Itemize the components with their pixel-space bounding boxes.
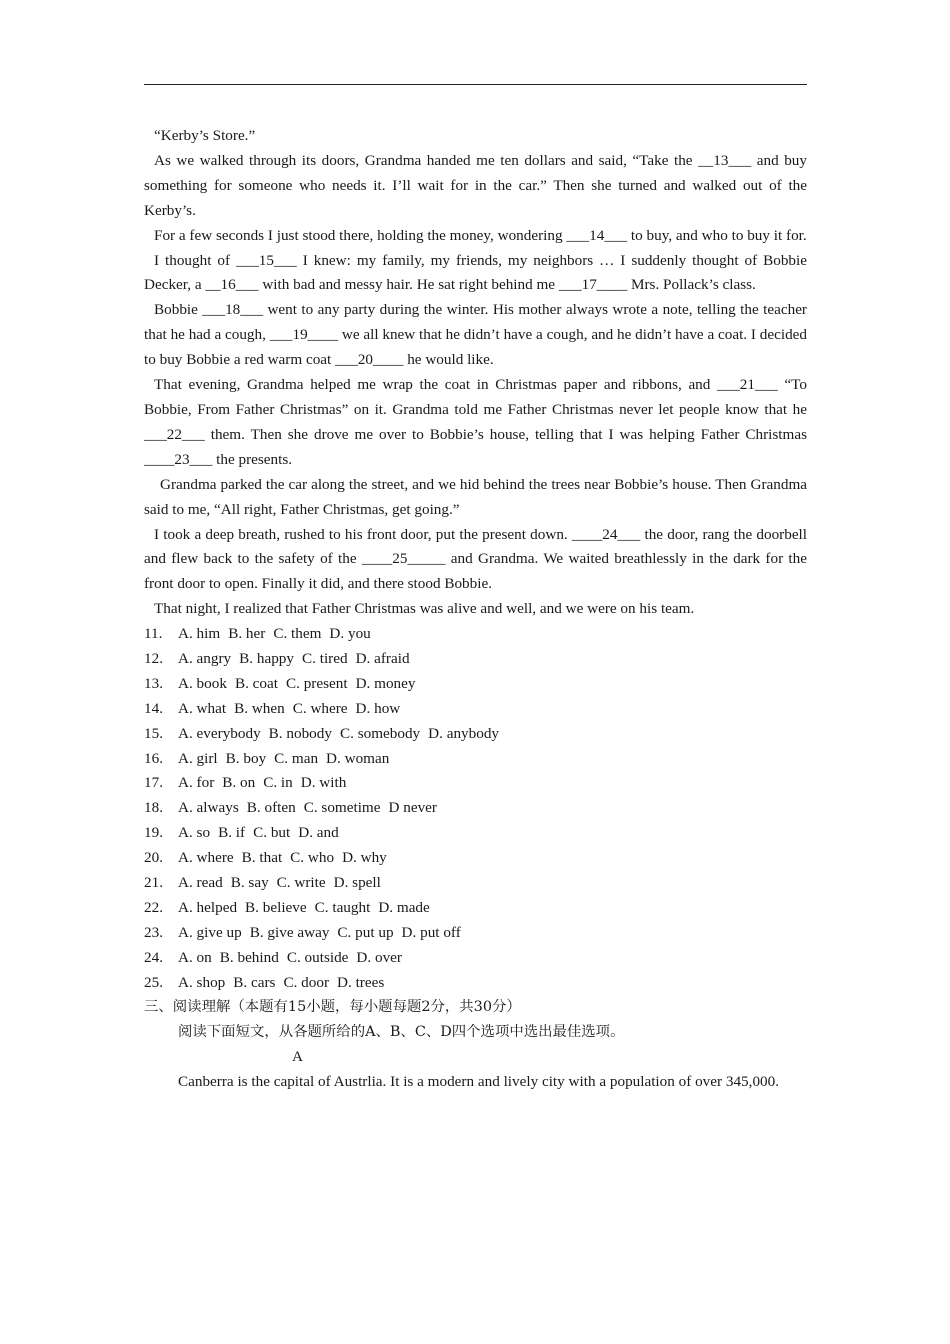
paragraph-1: As we walked through its doors, Grandma handed me ten dollars and said, “Take the __13___ and buy something for someone who needs it. I’ll wait for in the car.” Then she turned and walked out of the Kerby’s. <box>144 151 807 219</box>
question-item: 16. A. girl B. boy C. man D. woman <box>144 749 390 767</box>
question-item: 15. A. everybody B. nobody C. somebody D. anybody <box>144 724 500 742</box>
question-list <box>144 622 807 995</box>
question-item: 17. A. for B. on C. in D. with <box>144 774 347 792</box>
passage-paragraph: Canberra is the capital of Austrlia. It is a modern and lively city with a population of over 345,000. <box>178 1073 780 1091</box>
question-item: 19. A. so B. if C. but D. and <box>144 824 339 842</box>
section-title: 三、阅读理解（本题有15小题，每小题每题2分，共30分） <box>144 999 521 1016</box>
question-item: 13. A. book B. coat C. present D. money <box>144 674 416 692</box>
paragraph-6: Grandma parked the car along the street, and we hid behind the trees near Bobbie’s house. Then Grandma said to me, “All right, Father Christmas, get going.” <box>144 475 807 518</box>
question-item: 18. A. always B. often C. sometime D never <box>144 799 437 817</box>
question-item: 24. A. on B. behind C. outside D. over <box>144 948 402 966</box>
section-instruction: 阅读下面短文，从各题所给的A、B、C、D四个选项中选出最佳选项。 <box>178 1024 625 1041</box>
document-content <box>144 124 807 1095</box>
paragraph-2: For a few seconds I just stood there, holding the money, wondering ___14___ to buy, and who to buy it for. <box>154 226 807 244</box>
question-item: 12. A. angry B. happy C. tired D. afraid <box>144 650 410 668</box>
paragraph-5: That evening, Grandma helped me wrap the coat in Christmas paper and ribbons, and ___21___ “To Bobbie, From Father Christmas” on it. Grandma told me Father Christmas never let people know that he ___22___ them. Then she drove me over to Bobbie’s house, telling that I was helping Father Christmas ____23___ the presents. <box>144 376 807 468</box>
question-item: 23. A. give up B. give away C. put up D. put off <box>144 923 461 941</box>
paragraph-store-name: “Kerby’s Store.” <box>154 127 256 144</box>
paragraph-4: Bobbie ___18___ went to any party during the winter. His mother always wrote a note, telling the teacher that he had a cough, ___19____ we all knew that he didn’t have a cough, and he didn’t have a coat. I decided to buy Bobbie a red warm coat ___20____ he would like. <box>144 301 807 369</box>
paragraph-7: I took a deep breath, rushed to his front door, put the present down. ____24___ the door, rang the doorbell and flew back to the safety of the ____25_____ and Grandma. We waited breathlessly in the dark for the front door to open. Finally it did, and there stood Bobbie. <box>144 525 807 593</box>
question-item: 11. A. him B. her C. them D. you <box>144 625 371 643</box>
passage-label: A <box>292 1048 303 1066</box>
paragraph-8: That night, I realized that Father Christmas was alive and well, and we were on his team. <box>154 600 695 618</box>
question-item: 21. A. read B. say C. write D. spell <box>144 874 381 892</box>
question-item: 22. A. helped B. believe C. taught D. made <box>144 898 430 916</box>
question-item: 20. A. where B. that C. who D. why <box>144 849 387 867</box>
question-item: 14. A. what B. when C. where D. how <box>144 699 401 717</box>
header-rule <box>144 84 807 85</box>
question-item: 25. A. shop B. cars C. door D. trees <box>144 973 385 991</box>
paragraph-3: I thought of ___15___ I knew: my family, my friends, my neighbors … I suddenly thought of Bobbie Decker, a __16___ with bad and messy hair. He sat right behind me ___17____ Mrs. Pollack’s class. <box>144 251 807 294</box>
